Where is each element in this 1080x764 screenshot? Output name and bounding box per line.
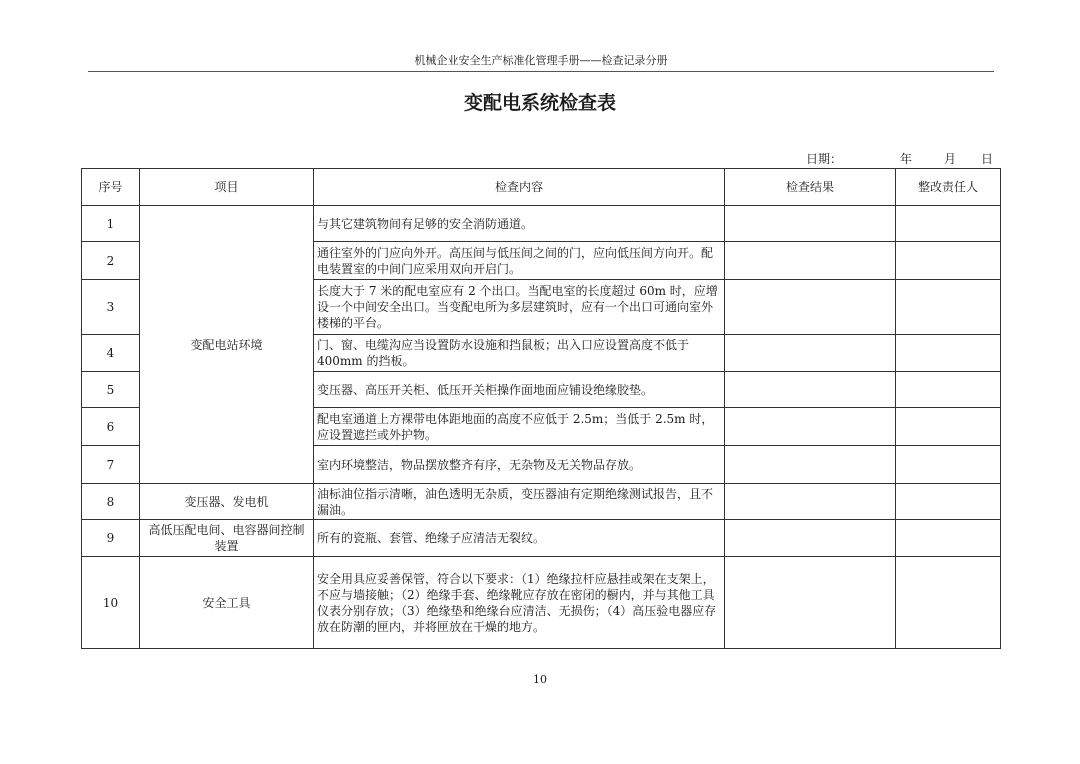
row-no: 6 xyxy=(82,408,140,446)
owner-cell[interactable] xyxy=(896,242,1001,280)
row-content: 通往室外的门应向外开。高压间与低压间之间的门，应向低压间方向开。配电装置室的中间门应采用双向开启门。 xyxy=(314,242,725,280)
owner-cell[interactable] xyxy=(896,484,1001,520)
table-header-row xyxy=(82,169,1001,206)
row-item: 安全工具 xyxy=(140,557,314,649)
row-no: 3 xyxy=(82,280,140,335)
owner-cell[interactable] xyxy=(896,557,1001,649)
result-cell[interactable] xyxy=(725,408,896,446)
col-header-no: 序号 xyxy=(82,169,140,206)
result-cell[interactable] xyxy=(725,520,896,557)
header-rule xyxy=(88,71,994,72)
row-content: 门、窗、电缆沟应当设置防水设施和挡鼠板；出入口应设置高度不低于 400mm 的挡板。 xyxy=(314,335,725,372)
inspection-table xyxy=(81,168,1001,649)
col-header-result: 检查结果 xyxy=(725,169,896,206)
date-line xyxy=(760,150,1000,168)
table-row xyxy=(82,520,1001,557)
row-no: 4 xyxy=(82,335,140,372)
table-row xyxy=(82,206,1001,242)
row-content: 与其它建筑物间有足够的安全消防通道。 xyxy=(314,206,725,242)
date-day: 日 xyxy=(981,152,994,166)
row-item: 变压器、发电机 xyxy=(140,484,314,520)
row-content: 油标油位指示清晰，油色透明无杂质，变压器油有定期绝缘测试报告，且不漏油。 xyxy=(314,484,725,520)
result-cell[interactable] xyxy=(725,446,896,484)
owner-cell[interactable] xyxy=(896,446,1001,484)
row-item: 高低压配电间、电容器间控制装置 xyxy=(140,520,314,557)
row-no: 5 xyxy=(82,372,140,408)
row-no: 2 xyxy=(82,242,140,280)
row-content: 配电室通道上方裸带电体距地面的高度不应低于 2.5m；当低于 2.5m 时，应设置遮拦或外护物。 xyxy=(314,408,725,446)
date-month: 月 xyxy=(944,152,957,166)
result-cell[interactable] xyxy=(725,335,896,372)
result-cell[interactable] xyxy=(725,280,896,335)
result-cell[interactable] xyxy=(725,206,896,242)
result-cell[interactable] xyxy=(725,372,896,408)
running-header: 机械企业安全生产标准化管理手册——检查记录分册 xyxy=(414,54,668,67)
row-content: 长度大于 7 米的配电室应有 2 个出口。当配电室的长度超过 60m 时，应增设一个中间安全出口。当变配电所为多层建筑时，应有一个出口可通向室外楼梯的平台。 xyxy=(314,280,725,335)
col-header-item: 项目 xyxy=(140,169,314,206)
table-row xyxy=(82,557,1001,649)
row-content: 变压器、高压开关柜、低压开关柜操作面地面应铺设绝缘胶垫。 xyxy=(314,372,725,408)
owner-cell[interactable] xyxy=(896,408,1001,446)
result-cell[interactable] xyxy=(725,242,896,280)
row-no: 10 xyxy=(82,557,140,649)
result-cell[interactable] xyxy=(725,557,896,649)
owner-cell[interactable] xyxy=(896,372,1001,408)
document-title: 变配电系统检查表 xyxy=(463,92,616,114)
row-content: 安全用具应妥善保管，符合以下要求：（1）绝缘拉杆应悬挂或架在支架上，不应与墙接触；（2）绝缘手套、绝缘靴应存放在密闭的橱内，并与其他工具仪表分别存放；（3）绝缘垫和绝缘台应清洁、无损伤；（4）高压验电器应存放在防潮的匣内，并将匣放在干燥的地方。 xyxy=(314,557,725,649)
row-no: 8 xyxy=(82,484,140,520)
row-no: 9 xyxy=(82,520,140,557)
table-row xyxy=(82,484,1001,520)
date-year: 年 xyxy=(900,152,913,166)
page-number: 10 xyxy=(533,673,547,686)
date-label: 日期： xyxy=(806,152,843,166)
row-item: 变配电站环境 xyxy=(140,206,314,484)
owner-cell[interactable] xyxy=(896,280,1001,335)
owner-cell[interactable] xyxy=(896,520,1001,557)
row-content: 室内环境整洁，物品摆放整齐有序，无杂物及无关物品存放。 xyxy=(314,446,725,484)
row-no: 7 xyxy=(82,446,140,484)
owner-cell[interactable] xyxy=(896,335,1001,372)
row-content: 所有的瓷瓶、套管、绝缘子应清洁无裂纹。 xyxy=(314,520,725,557)
owner-cell[interactable] xyxy=(896,206,1001,242)
col-header-content: 检查内容 xyxy=(314,169,725,206)
result-cell[interactable] xyxy=(725,484,896,520)
col-header-owner: 整改责任人 xyxy=(896,169,1001,206)
row-no: 1 xyxy=(82,206,140,242)
